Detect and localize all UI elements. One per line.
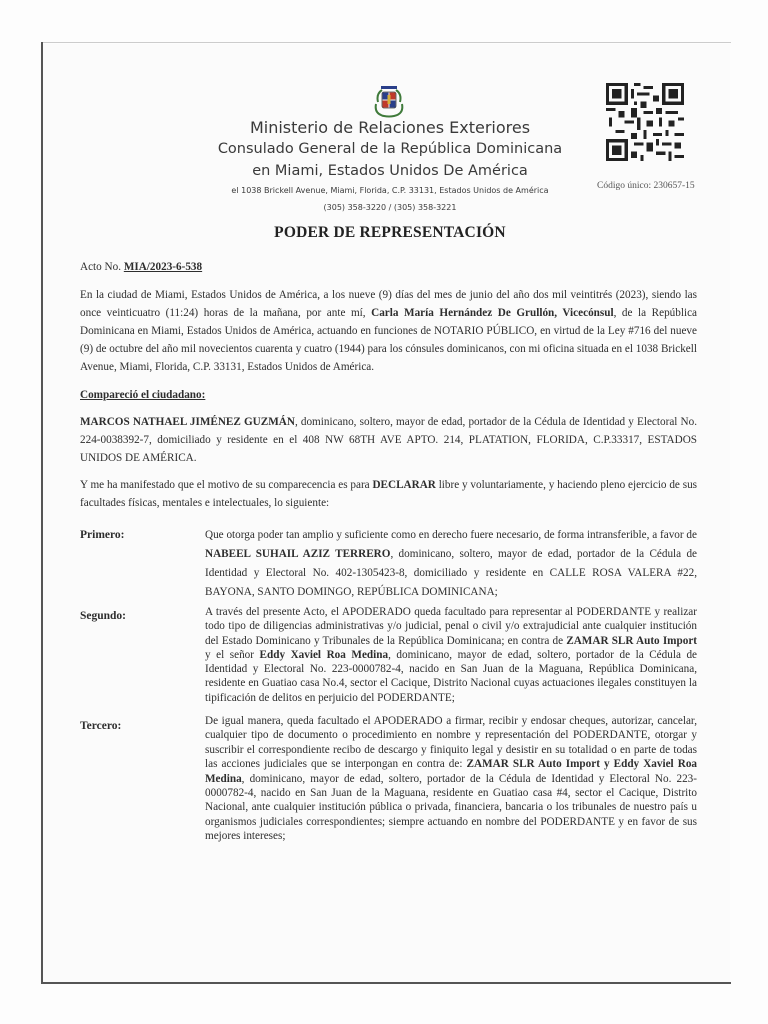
acto-number-line [80,258,202,276]
declarar-word: DECLARAR [372,479,436,491]
declaration-text-1: Y me ha manifestado que el motivo de su comparecencia es para [80,479,370,491]
consulate-phones: (305) 358-3220 / (305) 358-3221 [323,203,457,212]
unique-code: Código único: 230657-15 [597,181,695,191]
consulate-line-2: en Miami, Estados Unidos De América [252,163,528,179]
segundo-text-2: y el señor [205,648,254,661]
segundo-text-3: , dominicano, mayor de edad, soltero, portador de la Cédula de Identidad y Electoral No. 223-0000782-4, nacido en San Juan de la Maguana, República Dominicana, residente en Guatiao casa No.4, sector el Cacique, Distrito Nacional cuyas actuaciones ilegales constituyen la tipificación de delitos en perjuicio del PODERDANTE; [205,648,698,704]
apoderado-name: NABEEL SUHAIL AZIZ TERRERO [205,548,391,560]
tercero-text-2: , dominicano, mayor de edad, soltero, portador de la Cédula de Identidad y Electoral No. 223-0000782-4, nacido en San Juan de la Maguana, residente en Guatiao casa #4, sector el Cacique, Distrito Nacional, ante cualquier institución pública o privada, financiera, bancaria o los tribunales de nuestro país u organismos judiciales correspondientes; siempre actuando en nombre del PODERDANTE y en favor de sus mejores intereses; [205,772,697,843]
defendant-name: Eddy Xaviel Roa Medina [259,648,389,661]
vice-consul-name: Carla María Hernández De Grullón, Vicecónsul [371,307,614,319]
declaration-paragraph [80,476,697,512]
declaration-text-2: libre y voluntariamente, y haciendo pleno ejercicio de sus facultades físicas, mentales e intelectuales, lo siguiente: [80,479,698,509]
clause-label-primero: Primero: [80,529,125,541]
citizen-details: , dominicano, soltero, mayor de edad, portador de la Cédula de Identidad y Electoral No. 224-0038392-7, domiciliado y residente en el 408 NW 68TH AVE APTO. 214, PLATATION, FLORIDA, C.P.33317, ESTADOS UNIDOS DE AMÉRICA. [80,416,697,464]
citizen-name: MARCOS NATHAEL JIMÉNEZ GUZMÁN [80,416,295,428]
consulate-address: el 1038 Brickell Avenue, Miami, Florida, C.P. 33131, Estados Unidos de América [231,186,549,195]
clause-label-segundo: Segundo: [80,610,127,622]
page-edge-left [41,42,43,984]
qr-code-icon [606,82,684,162]
intro-text-2: , de la República Dominicana en Miami, Estados Unidos de América, actuando en funciones de NOTARIO PÚBLICO, en virtud de la Ley #716 del nueve (9) de octubre del año mil novecientos cuarenta y cuatro (1944) para los cónsules dominicanos, con mi oficina situada en el 1038 Brickell Avenue, Miami, Florida, C.P. 33131, Estados Unidos de América. [80,307,697,373]
clause-segundo [205,605,697,705]
coat-of-arms-icon [372,84,406,118]
acto-number: MIA/2023-6-538 [123,261,203,273]
company-name: ZAMAR SLR Auto Import [566,634,698,647]
tercero-text-1: De igual manera, queda facultado el APODERADO a firmar, recibir y endosar cheques, autorizar, cancelar, cualquier tipo de documento o procedimiento en nombre y representación del PODERDANTE, otorgar y suscribir el correspondiente recibo de descargo y finiquito legal y desistir en su totalidad o en parte de todas las acciones judiciales que se interpongan en contra de: [205,715,697,771]
acto-label: Acto No. [80,261,122,273]
citizen-paragraph [80,413,697,467]
page-edge-bottom [41,982,731,984]
clause-tercero [205,714,697,844]
page-edge-top [41,42,731,43]
defendants-names: ZAMAR SLR Auto Import y Eddy Xaviel Roa Medina [205,758,698,785]
primero-text-2: , dominicano, soltero, mayor de edad, portador de la Cédula de Identidad y Electoral No. 402-1305423-8, domiciliado y residente en CALLE ROSA VALERA #22, BAYONA, SANTO DOMINGO, REPÚBLICA DOMINICANA; [205,548,698,598]
segundo-text-1: A través del presente Acto, el APODERADO queda facultado para representar al PODERDANTE y realizar todo tipo de diligencias administrativas y/o judicial, penal o civil y/o extrajudicial ante cualquier institución del Estado Dominicano y Tribunales de la República Dominicana; en contra de [205,606,697,647]
clause-label-tercero: Tercero: [80,720,122,732]
comparecio-heading: Compareció el ciudadano: [80,389,206,401]
clause-primero [205,526,697,602]
intro-text-1: En la ciudad de Miami, Estados Unidos de América, a los nueve (9) días del mes de junio del año dos mil veintitrés (2023), siendo las once veinticuatro (11:24) horas de la mañana, por ante mí, [80,289,697,319]
consulate-line-1: Consulado General de la República Dominicana [217,141,563,157]
intro-paragraph [80,286,697,376]
ministry-title: Ministerio de Relaciones Exteriores [249,118,531,137]
document-title: PODER DE REPRESENTACIÓN [274,224,506,241]
primero-text-1: Que otorga poder tan amplio y suficiente como en derecho fuere necesario, de forma intransferible, a favor de [205,529,697,541]
